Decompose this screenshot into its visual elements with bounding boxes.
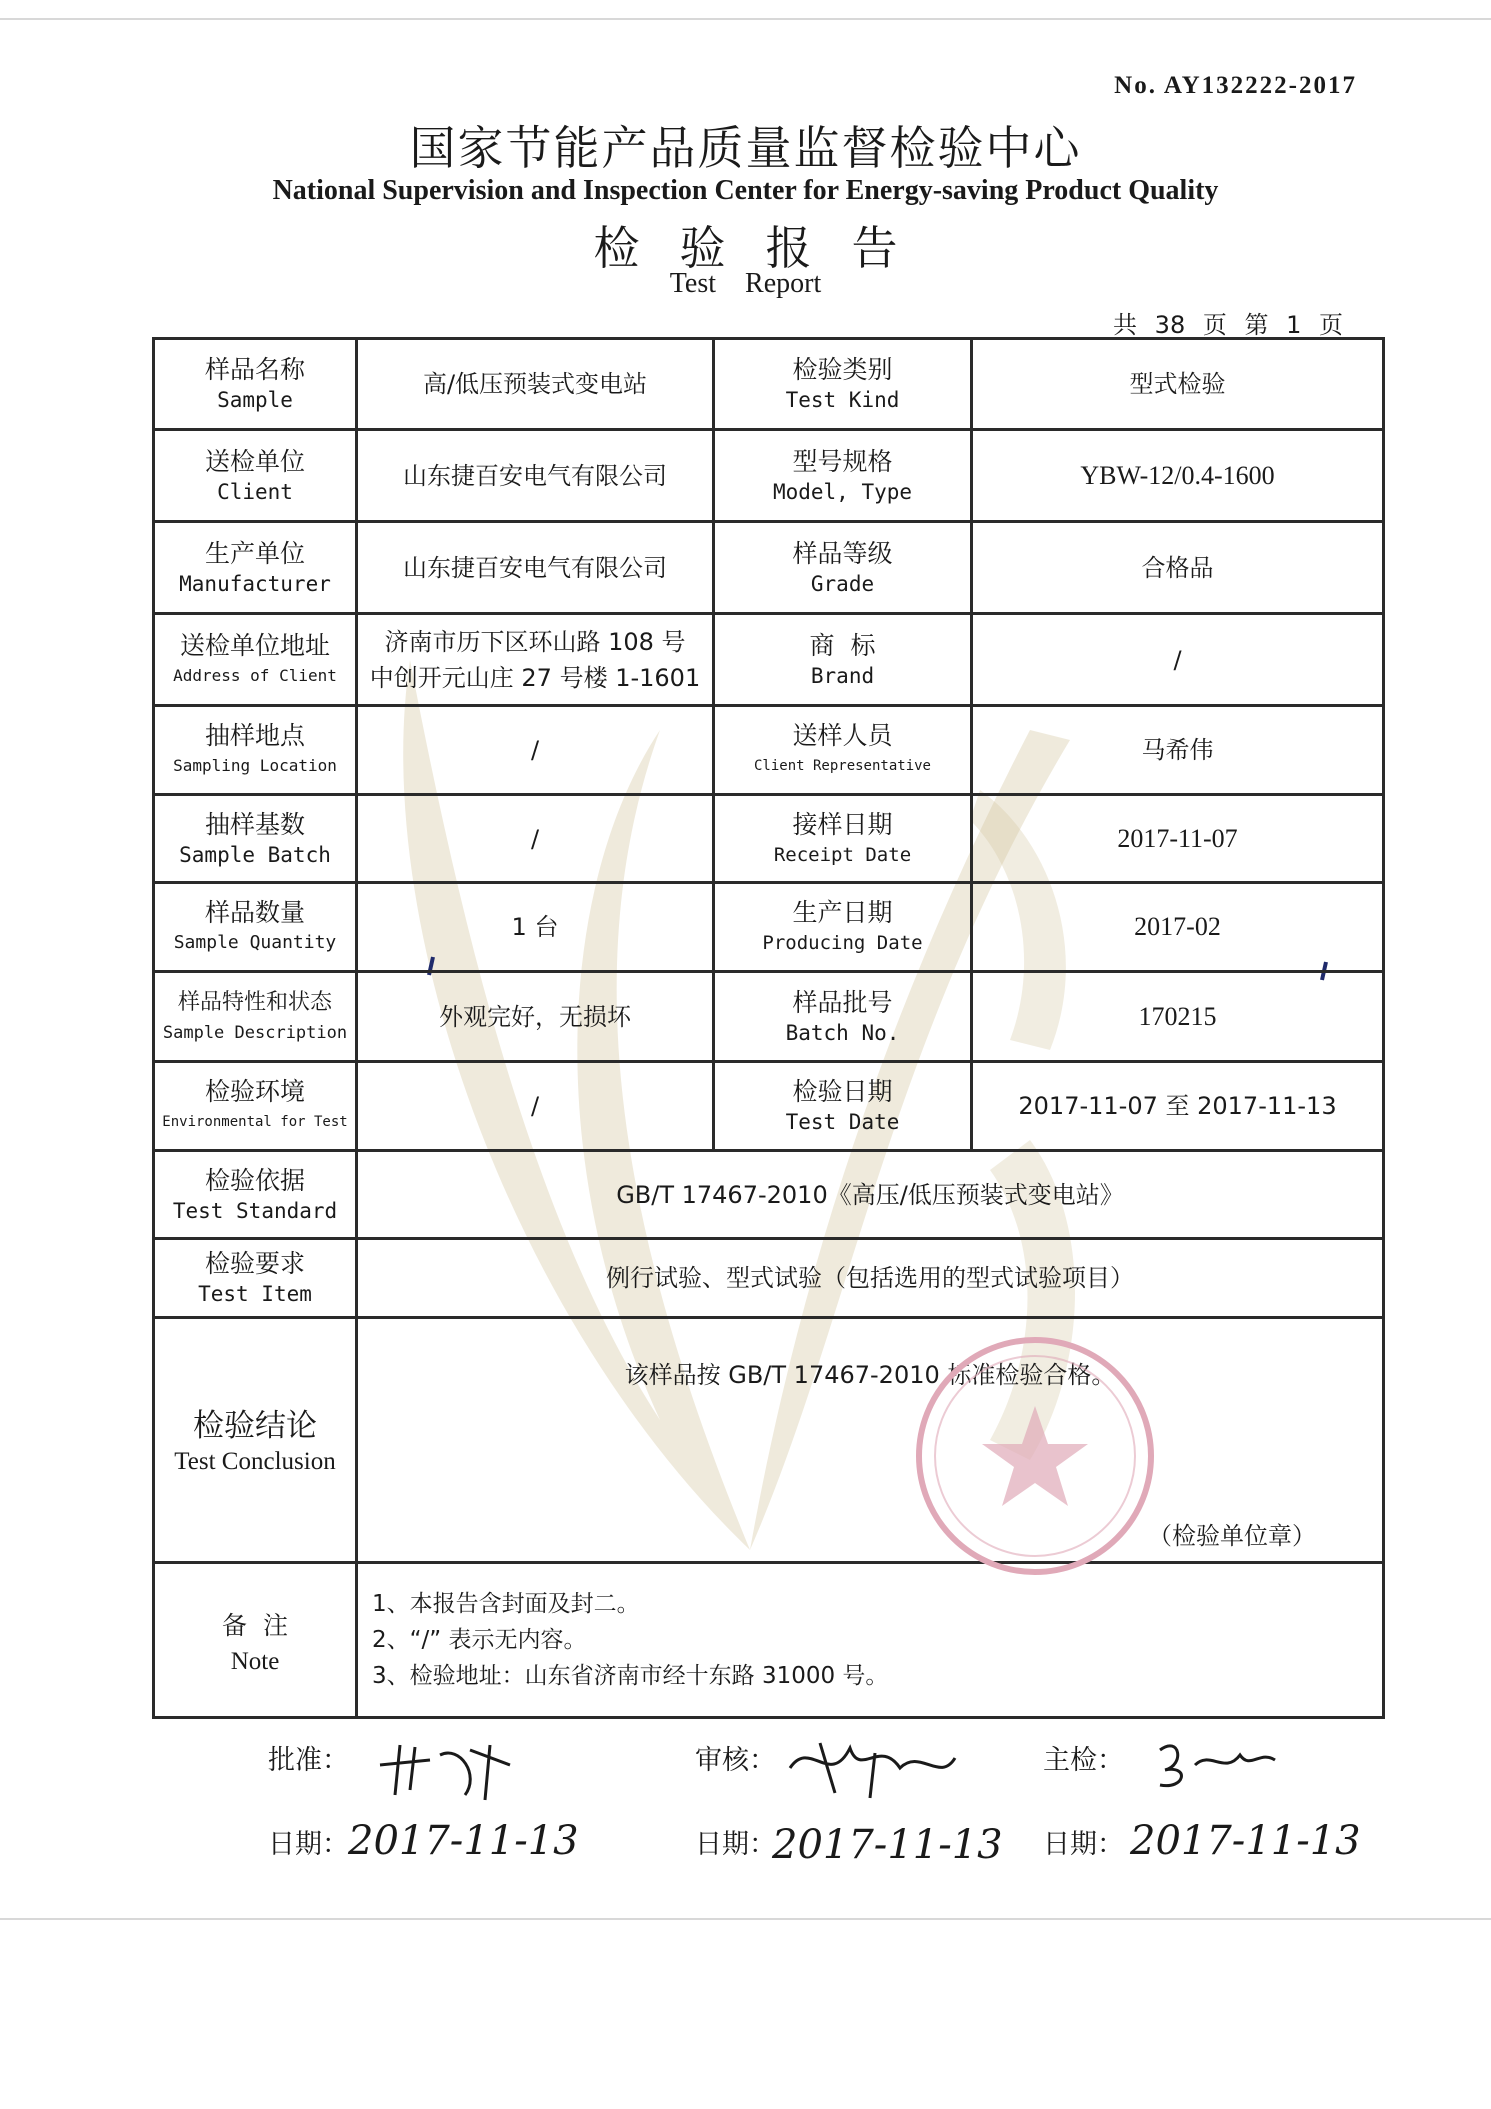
- label-en: Producing Date: [762, 932, 923, 954]
- value-text: YBW-12/0.4-1600: [1080, 460, 1275, 490]
- label-en: Sampling Location: [173, 756, 337, 775]
- value-text-line1: 济南市历下区环山路 108 号: [384, 627, 686, 656]
- value-cell: [357, 339, 714, 430]
- value-text: 高/低压预装式变电站: [422, 370, 648, 398]
- label-cn: 样品等级: [792, 538, 893, 568]
- label-cn: 送检单位地址: [179, 630, 330, 660]
- value-text: 山东捷百安电气有限公司: [403, 461, 667, 490]
- value-text: 2017-11-07: [1117, 823, 1238, 853]
- table-row: [154, 1062, 1384, 1151]
- label-en: Test Item: [198, 1282, 312, 1306]
- label-en: Client: [217, 479, 293, 504]
- value-text-line2: 中创开元山庄 27 号楼 1-1601: [369, 663, 701, 692]
- label-en: Test Conclusion: [174, 1448, 336, 1475]
- conclusion-value: 该样品按 GB/T 17467-2010 标准检验合格。: [624, 1361, 1116, 1389]
- note-line: 2、“/” 表示无内容。: [372, 1627, 587, 1653]
- value-cell: [972, 522, 1384, 614]
- label-cn: 检验依据: [204, 1165, 305, 1195]
- scan-edge-bottom: [0, 1918, 1491, 1920]
- label-en: Address of Client: [173, 665, 337, 685]
- table-row: [154, 1563, 1384, 1718]
- value-cell: [972, 972, 1384, 1062]
- label-cell: [714, 339, 972, 430]
- note-line: 3、检验地址：山东省济南市经十东路 31000 号。: [372, 1663, 889, 1689]
- value-cell: [357, 522, 714, 614]
- approve-date: 2017-11-13: [348, 1818, 579, 1864]
- label-cell: [154, 1151, 357, 1239]
- label-cell: [154, 1062, 357, 1151]
- label-cn: 生产单位: [204, 538, 305, 568]
- center-title-cn: 国家节能产品质量监督检验中心: [409, 121, 1082, 175]
- table-row: [154, 1318, 1384, 1563]
- label-cn: 样品特性和状态: [177, 989, 332, 1015]
- inspect-date: 2017-11-13: [1130, 1818, 1361, 1864]
- report-title-en: Test Report: [669, 268, 822, 299]
- value-cell: [972, 614, 1384, 706]
- label-en: Test Standard: [172, 1198, 338, 1223]
- seal-label: （检验单位章）: [1148, 1522, 1316, 1550]
- label-cn: 检验类别: [792, 355, 893, 384]
- value-text: /: [530, 736, 540, 764]
- note-cell: [357, 1563, 1384, 1718]
- table-row: [154, 706, 1384, 795]
- label-cell: [714, 972, 972, 1062]
- inspect-label: 主检：: [1043, 1745, 1124, 1776]
- note-line: 1、本报告含封面及封二。: [372, 1591, 640, 1617]
- label-cn: 抽样基数: [204, 809, 305, 839]
- value-cell: [357, 883, 714, 972]
- page-info: 共 38 页 第 1 页: [1113, 311, 1343, 339]
- table-row: [154, 883, 1384, 972]
- conclusion-cell: [357, 1318, 1384, 1563]
- approve-label: 批准：: [268, 1745, 349, 1776]
- label-cell: [154, 614, 357, 706]
- label-cell: [154, 795, 357, 883]
- label-en: Batch No.: [785, 1020, 900, 1045]
- value-text: /: [1173, 645, 1182, 674]
- inspect-date-label: 日期：: [1043, 1829, 1124, 1860]
- test-standard-value: GB/T 17467-2010《高压/低压预装式变电站》: [616, 1180, 1124, 1209]
- label-en: Note: [230, 1648, 280, 1675]
- label-cn: 接样日期: [792, 809, 893, 839]
- table-row: [154, 1239, 1384, 1318]
- label-en: Sample: [217, 388, 293, 412]
- value-text: 型式检验: [1129, 370, 1226, 398]
- report-info-table: [152, 337, 1385, 1719]
- label-cn: 检验日期: [792, 1077, 893, 1106]
- label-en: Environmental for Test: [162, 1114, 348, 1130]
- value-text: 2017-02: [1134, 912, 1221, 941]
- table-row: [154, 339, 1384, 430]
- report-title-cn: 检验报告: [593, 221, 938, 275]
- value-cell: [972, 1062, 1384, 1151]
- label-cell: [154, 1563, 357, 1718]
- label-en: Manufacturer: [179, 571, 331, 596]
- label-en: Sample Quantity: [173, 932, 337, 953]
- label-cell: [154, 522, 357, 614]
- value-cell: [357, 795, 714, 883]
- label-cn: 型号规格: [792, 446, 893, 476]
- label-cell: [714, 883, 972, 972]
- value-cell: [357, 1062, 714, 1151]
- label-cn: 样品名称: [204, 355, 305, 384]
- value-cell: [357, 614, 714, 706]
- label-cell: [714, 795, 972, 883]
- value-cell: [972, 795, 1384, 883]
- approver-signature-icon: [370, 1735, 520, 1805]
- label-cn: 生产日期: [792, 898, 893, 927]
- review-label: 审核：: [695, 1745, 776, 1776]
- label-cn: 抽样地点: [204, 721, 305, 750]
- value-text: 1 台: [511, 913, 559, 941]
- label-cn: 检验结论: [193, 1408, 317, 1444]
- value-cell: [972, 706, 1384, 795]
- inspector-signature-icon: [1150, 1730, 1280, 1795]
- label-en: Grade: [810, 571, 875, 596]
- value-cell: [357, 972, 714, 1062]
- value-cell: [357, 1239, 1384, 1318]
- test-item-value: 例行试验、型式试验（包括选用的型式试验项目）: [606, 1264, 1134, 1292]
- label-en: Sample Description: [162, 1022, 348, 1043]
- label-en: Receipt Date: [773, 843, 912, 866]
- approve-date-label: 日期：: [268, 1829, 349, 1860]
- review-date-label: 日期：: [695, 1829, 776, 1860]
- value-text: 170215: [1138, 1001, 1217, 1031]
- label-cn: 备 注: [222, 1611, 288, 1640]
- label-cn: 检验要求: [204, 1249, 305, 1278]
- value-text: /: [530, 824, 540, 853]
- label-en: Model, Type: [772, 479, 913, 504]
- label-cell: [714, 1062, 972, 1151]
- label-cell: [714, 522, 972, 614]
- label-en: Brand: [810, 663, 875, 688]
- label-cell: [154, 1239, 357, 1318]
- value-text: /: [530, 1092, 540, 1120]
- label-cell: [154, 706, 357, 795]
- official-seal-icon: [913, 1334, 1158, 1579]
- label-en: Client Representative: [753, 758, 931, 774]
- table-row: [154, 972, 1384, 1062]
- center-title-en: National Supervision and Inspection Center for Energy-saving Product Quality: [272, 175, 1219, 206]
- value-cell: [972, 430, 1384, 522]
- value-text: 马希伟: [1141, 736, 1214, 764]
- label-cell: [154, 972, 357, 1062]
- table-row: [154, 522, 1384, 614]
- table-row: [154, 1151, 1384, 1239]
- label-cn: 样品数量: [204, 898, 305, 927]
- label-cell: [154, 430, 357, 522]
- label-cell: [714, 430, 972, 522]
- label-cn: 样品批号: [792, 987, 893, 1017]
- label-cn: 商 标: [809, 630, 876, 660]
- label-cell: [714, 614, 972, 706]
- value-cell: [972, 883, 1384, 972]
- label-en: Sample Batch: [179, 842, 331, 867]
- label-en: Test Date: [785, 1110, 900, 1134]
- value-cell: [972, 339, 1384, 430]
- value-cell: [357, 1151, 1384, 1239]
- value-text: 合格品: [1141, 553, 1214, 582]
- table-row: [154, 795, 1384, 883]
- value-text: 外观完好，无损坏: [439, 1002, 631, 1031]
- value-cell: [357, 706, 714, 795]
- reviewer-signature-icon: [780, 1728, 960, 1803]
- label-en: Test Kind: [785, 388, 900, 412]
- value-text: 山东捷百安电气有限公司: [403, 553, 667, 582]
- label-cn: 送检单位: [204, 446, 305, 476]
- label-cell: [714, 706, 972, 795]
- label-cell: [154, 339, 357, 430]
- label-cn: 检验环境: [204, 1077, 305, 1106]
- review-date: 2017-11-13: [772, 1822, 1003, 1868]
- table-row: [154, 430, 1384, 522]
- table-row: [154, 614, 1384, 706]
- scan-edge-top: [0, 18, 1491, 20]
- value-text: 2017-11-07 至 2017-11-13: [1018, 1092, 1337, 1120]
- label-cn: 送样人员: [792, 721, 893, 750]
- value-cell: [357, 430, 714, 522]
- label-cell: [154, 1318, 357, 1563]
- label-cell: [154, 883, 357, 972]
- report-number: No. AY132222-2017: [1114, 72, 1357, 99]
